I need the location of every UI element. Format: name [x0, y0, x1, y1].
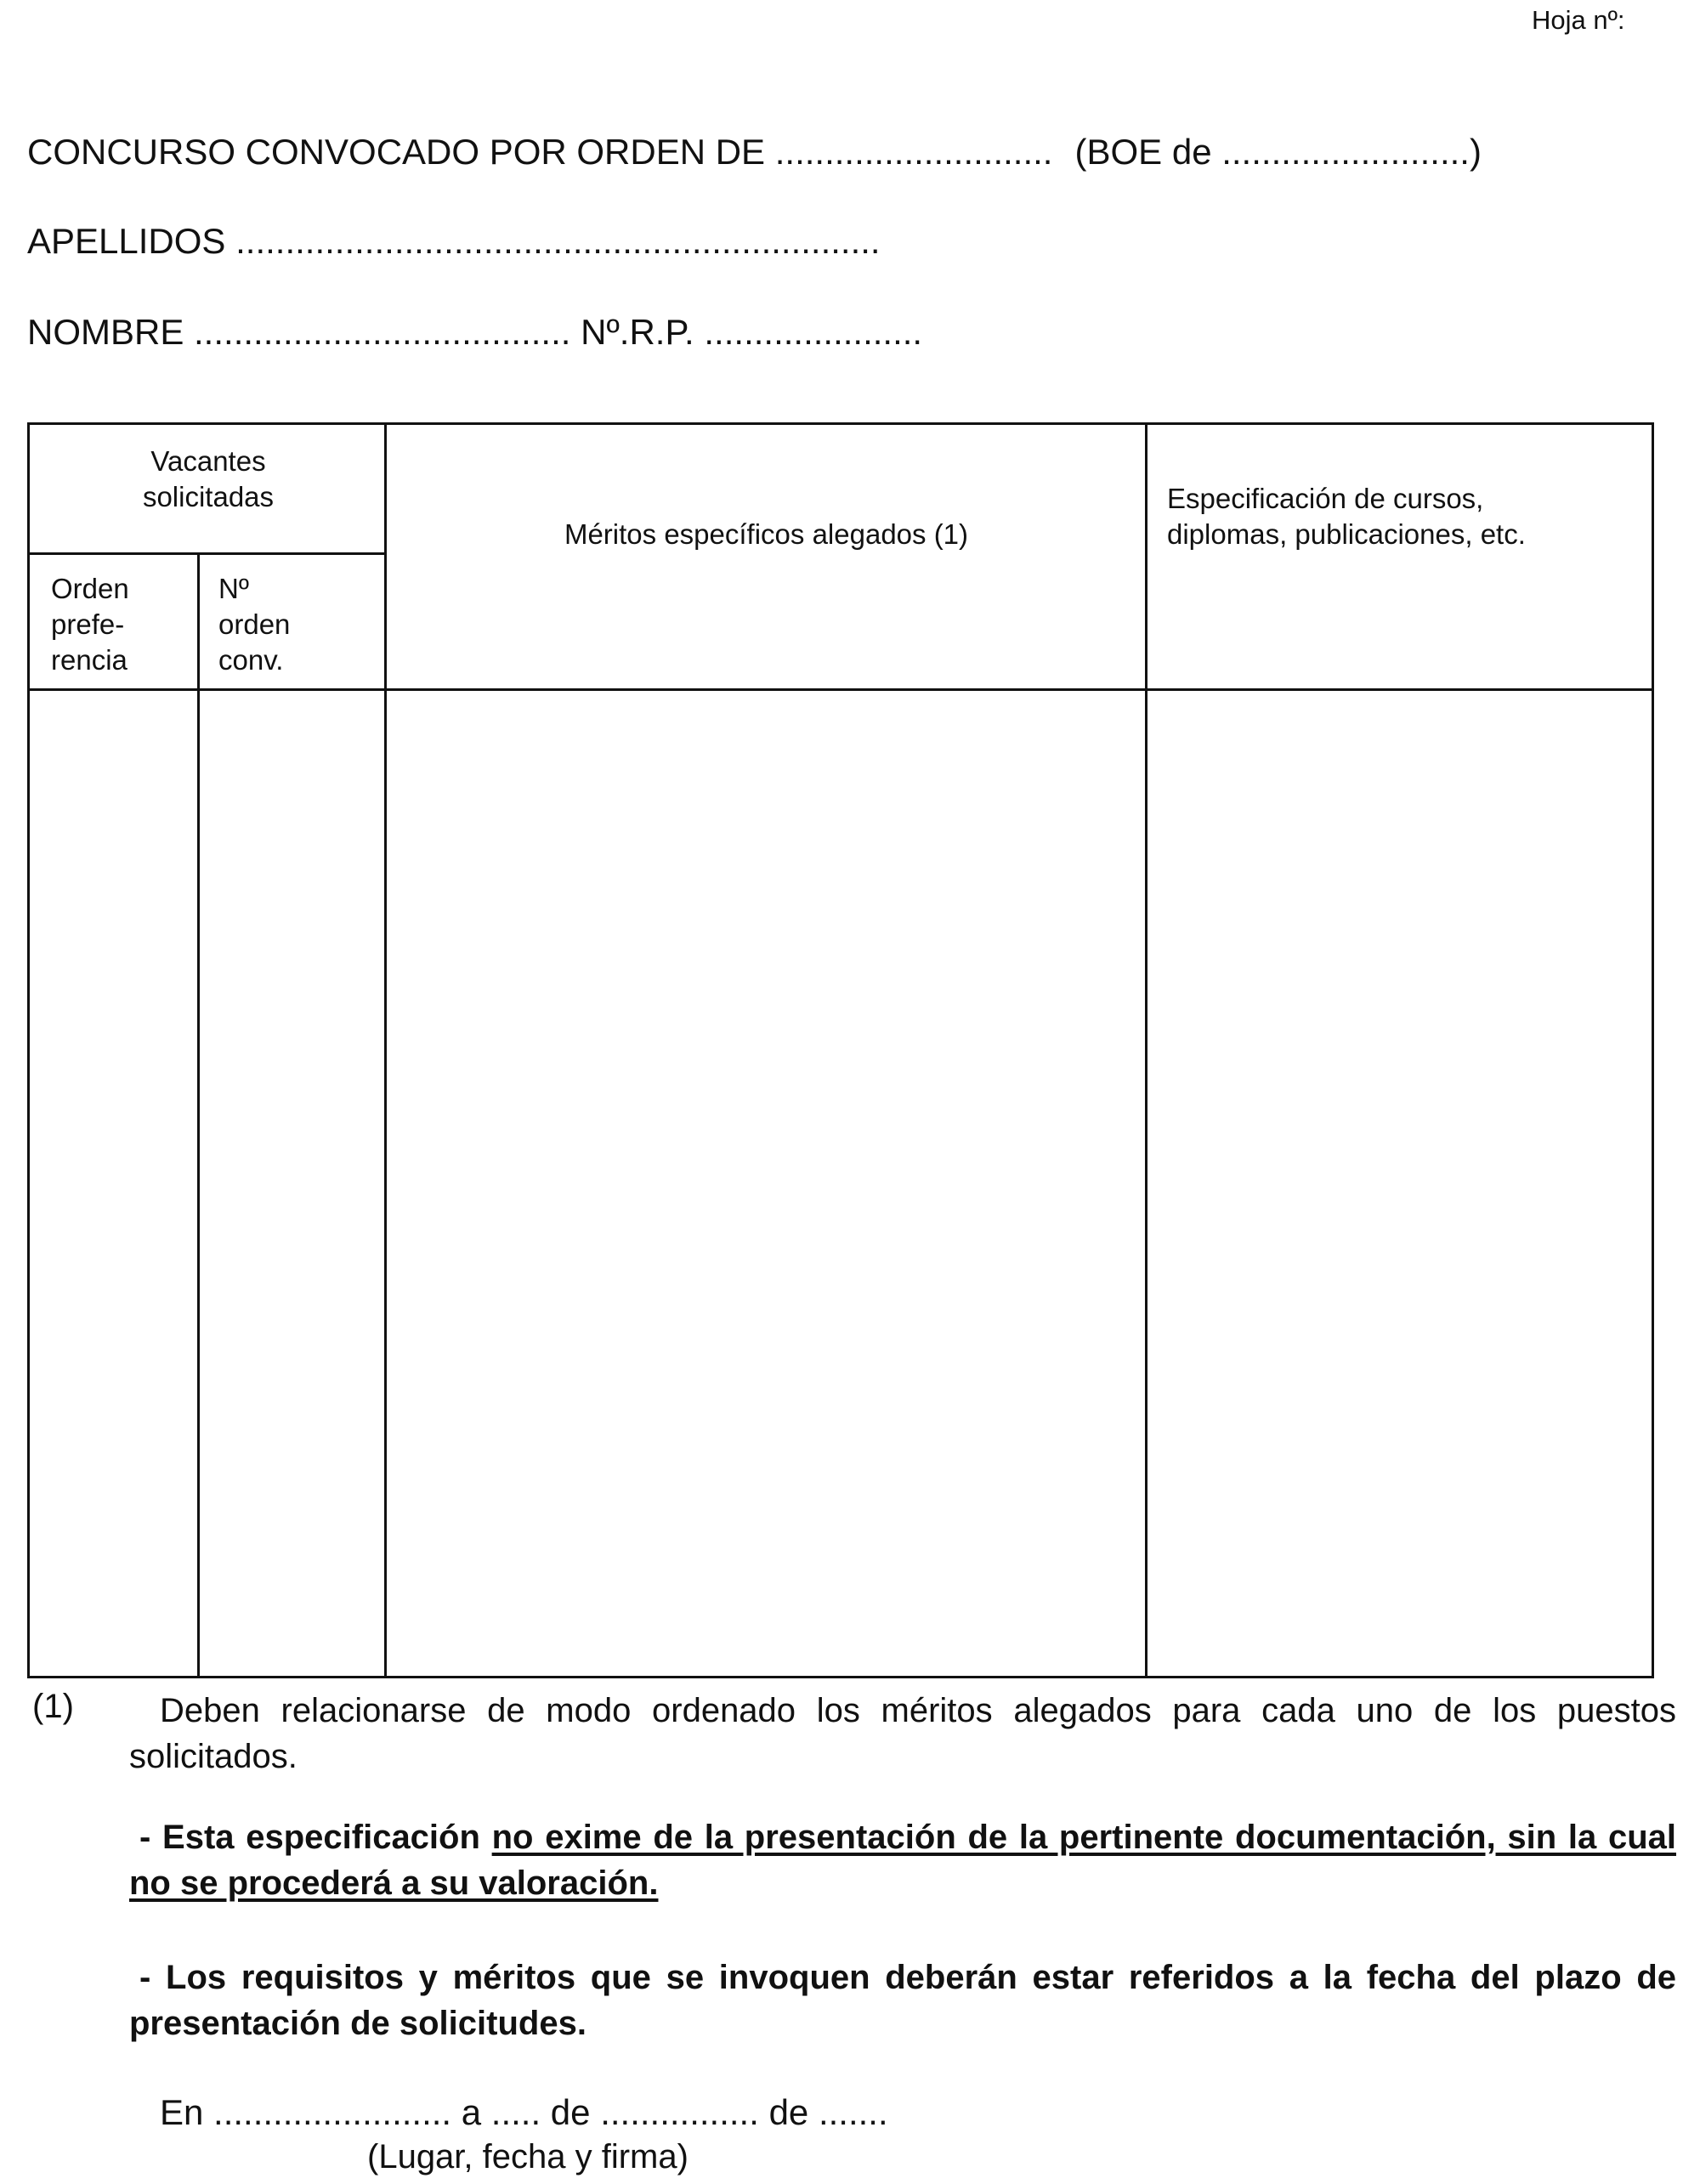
footnote-text: Deben relacionarse de modo ordenado los méritos alegados para cada uno de los puestos solicitados. — [129, 1692, 1676, 1775]
requirements-note — [129, 1955, 1676, 2046]
table-row[interactable] — [1148, 691, 1652, 1678]
requirements-note-text: - Los requisitos y méritos que se invoquen deberán estar referidos a la fecha del plazo de presentación de solicitudes. — [129, 1959, 1676, 2042]
order-preference-header: Orden prefe- rencia — [51, 573, 129, 676]
vacancies-header: Vacantes solicitadas — [142, 445, 275, 512]
place-date-line: En ........................ a ..... de ................ de ....... — [160, 2092, 888, 2132]
boe-date-field: (BOE de .........................) — [1074, 132, 1482, 172]
footnote-marker: (1) — [32, 1688, 74, 1725]
table-divider — [30, 552, 386, 555]
documentation-note-lead: - Esta especificación — [139, 1819, 492, 1856]
name-line — [27, 312, 922, 353]
specification-header: Especificación de cursos, diplomas, publicaciones, etc. — [1167, 483, 1526, 550]
surnames-field: APELLIDOS ................................................................. — [27, 221, 881, 261]
table-row[interactable] — [200, 691, 384, 1678]
merits-table — [27, 422, 1654, 1678]
table-row[interactable] — [30, 691, 197, 1678]
documentation-note-underlined: no exime de la presentación de la pertinente documentación, sin la cual no se procederá a su valoración. — [129, 1819, 1676, 1902]
sheet-number-label: Hoja nº: — [1532, 5, 1625, 35]
documentation-note — [129, 1814, 1676, 1906]
contest-line — [27, 132, 1482, 173]
conv-order-header: Nº orden conv. — [218, 573, 291, 676]
signature-caption: (Lugar, fecha y firma) — [367, 2138, 688, 2176]
nrp-field: Nº.R.P. ...................... — [581, 312, 923, 352]
name-field: NOMBRE ...................................... — [27, 312, 571, 352]
merits-header: Méritos específicos alegados (1) — [564, 518, 969, 550]
table-row[interactable] — [387, 691, 1145, 1678]
contest-order-field: CONCURSO CONVOCADO POR ORDEN DE ............................ — [27, 132, 1053, 172]
